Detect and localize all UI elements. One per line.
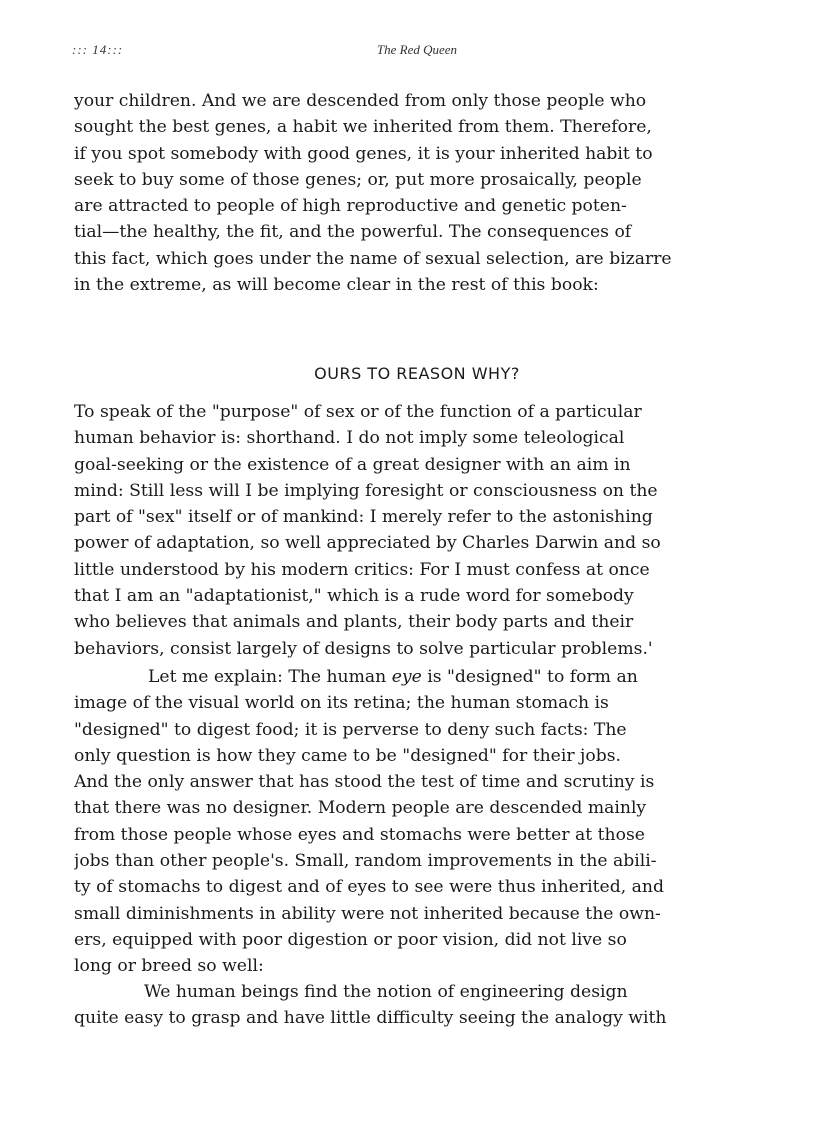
text-line: ty of stomachs to digest and of eyes to see were thus inherited, and	[74, 877, 664, 898]
text-line	[74, 979, 760, 1005]
paragraph-eye	[74, 664, 760, 980]
text-line: mind: Still less will I be implying foresight or consciousness on the	[74, 480, 658, 501]
running-head	[72, 42, 762, 60]
text-line: this fact, which goes under the name of sexual selection, are bizarre	[74, 248, 672, 269]
text-line: who believes that animals and plants, their body parts and their	[74, 612, 634, 633]
section-heading: OURS TO REASON WHY?	[314, 364, 520, 383]
text-line: human behavior is: shorthand. I do not imply some teleological	[74, 428, 625, 449]
text-segment: We human beings find the notion of engineering design	[144, 982, 628, 1002]
text-line: goal-seeking or the existence of a great designer with an aim in	[74, 454, 631, 475]
text-line: are attracted to people of high reproductive and genetic poten-	[74, 196, 627, 217]
text-line: that I am an "adaptationist," which is a rude word for somebody	[74, 586, 634, 607]
text-line: part of "sex" itself or of mankind: I merely refer to the astonishing	[74, 507, 653, 528]
text-line: tial—the healthy, the fit, and the powerful. The consequences of	[74, 222, 632, 243]
text-line: little understood by his modern critics: For I must confess at once	[74, 559, 650, 580]
page-number: ::: 14:::	[72, 42, 124, 57]
text-line: your children. And we are descended from only those people who	[74, 91, 647, 111]
text-line: sought the best genes, a habit we inherited from them. Therefore,	[74, 117, 652, 138]
text-segment: is "designed" to form an	[421, 667, 638, 687]
text-line: quite easy to grasp and have little difficulty seeing the analogy with	[74, 1008, 667, 1029]
text-line: And the only answer that has stood the test of time and scrutiny is	[74, 772, 655, 793]
text-line: long or breed so well:	[74, 956, 264, 977]
paragraph-intro	[74, 88, 760, 298]
text-line: that there was no designer. Modern people are descended mainly	[74, 798, 647, 819]
text-line: from those people whose eyes and stomachs were better at those	[74, 824, 645, 845]
text-line: power of adaptation, so well appreciated by Charles Darwin and so	[74, 533, 661, 554]
text-line	[74, 664, 760, 690]
text-segment: Let me explain: The human	[148, 667, 392, 687]
text-line: To speak of the "purpose" of sex or of the function of a particular	[74, 402, 642, 422]
text-line: image of the visual world on its retina; the human stomach is	[74, 693, 609, 714]
text-line: small diminishments in ability were not inherited because the own-	[74, 903, 661, 924]
emphasis: eye	[391, 667, 422, 687]
text-line: ers, equipped with poor digestion or poor vision, did not live so	[74, 929, 627, 950]
text-line: in the extreme, as will become clear in the rest of this book:	[74, 275, 599, 296]
text-line: if you spot somebody with good genes, it is your inherited habit to	[74, 143, 653, 164]
text-line: behaviors, consist largely of designs to solve particular problems.'	[74, 638, 653, 659]
text-line: only question is how they came to be "designed" for their jobs.	[74, 745, 621, 766]
running-title: The Red Queen	[376, 42, 458, 57]
text-line: "designed" to digest food; it is perverse to deny such facts: The	[74, 719, 627, 740]
paragraph-engineering	[74, 979, 760, 1032]
text-line: jobs than other people's. Small, random improvements in the abili-	[74, 851, 657, 872]
paragraph-purpose	[74, 399, 760, 662]
text-line: seek to buy some of those genes; or, put more prosaically, people	[74, 169, 642, 190]
